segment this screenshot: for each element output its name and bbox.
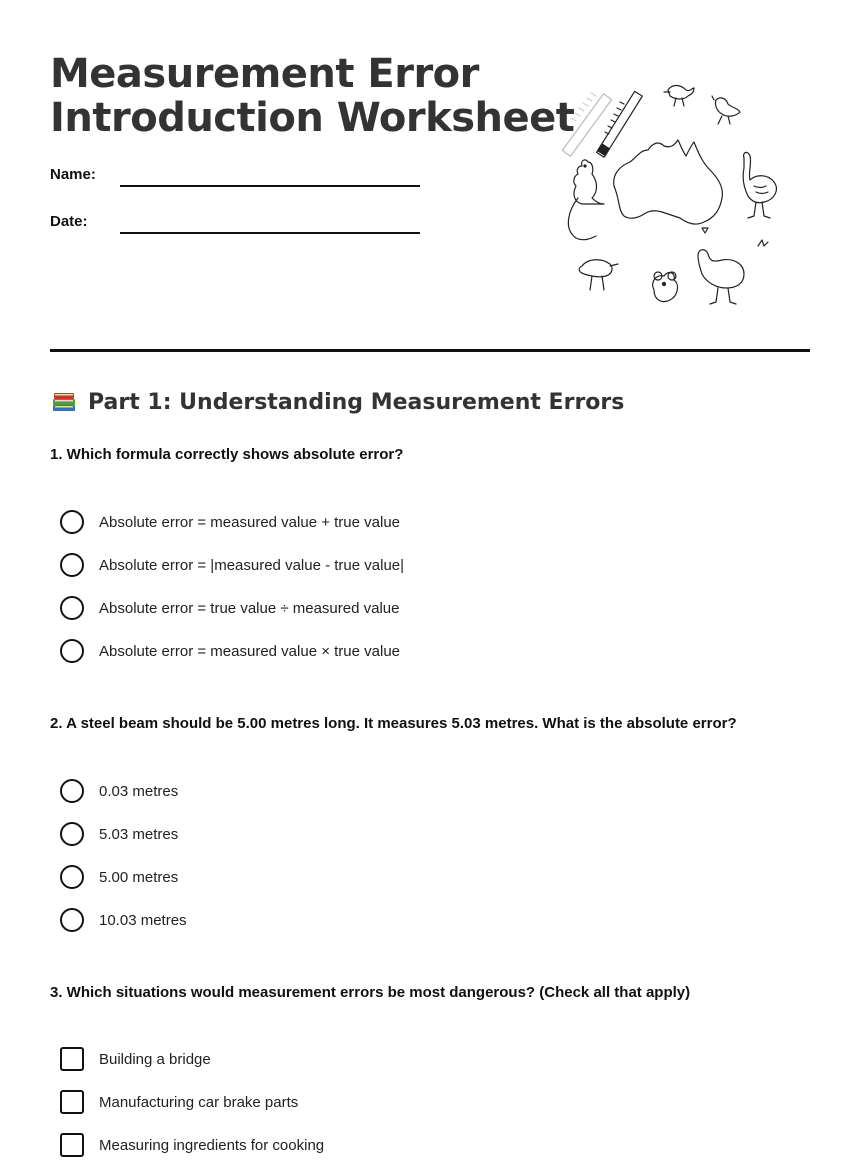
australia-illustration <box>552 78 798 314</box>
header-divider <box>50 349 810 352</box>
q1-option-2[interactable] <box>60 552 404 578</box>
name-label: Name: <box>50 166 96 183</box>
option-label: Absolute error = measured value + true value <box>99 513 401 531</box>
radio-button[interactable] <box>60 639 84 663</box>
radio-button[interactable] <box>60 908 84 932</box>
grass-icon <box>758 240 768 246</box>
bird-small-icon <box>712 96 740 124</box>
radio-button[interactable] <box>60 822 84 846</box>
title-line-2: Introduction Worksheet <box>50 95 575 141</box>
section-title-text: Part 1: Understanding Measurement Errors <box>88 389 625 415</box>
radio-button[interactable] <box>60 779 84 803</box>
q1-option-4[interactable] <box>60 638 400 664</box>
pencil-icon <box>597 91 643 157</box>
question-3: 3. Which situations would measurement errors be most dangerous? (Check all that apply) <box>50 984 691 1001</box>
radio-button[interactable] <box>60 510 84 534</box>
date-field-row <box>50 213 420 230</box>
q3-option-3[interactable] <box>60 1132 324 1158</box>
option-label: 0.03 metres <box>99 782 179 800</box>
q2-option-2[interactable] <box>60 821 178 847</box>
checkbox[interactable] <box>60 1133 84 1157</box>
section-title <box>50 388 624 416</box>
option-label: Building a bridge <box>99 1050 211 1068</box>
radio-button[interactable] <box>60 865 84 889</box>
page-title <box>50 52 574 140</box>
option-label: Manufacturing car brake parts <box>99 1093 299 1111</box>
books-icon <box>50 388 78 416</box>
kangaroo-icon <box>568 160 604 240</box>
q3-option-2[interactable] <box>60 1089 298 1115</box>
q2-option-1[interactable] <box>60 778 178 804</box>
q2-option-4[interactable] <box>60 907 187 933</box>
option-label: Measuring ingredients for cooking <box>99 1136 325 1154</box>
checkbox[interactable] <box>60 1090 84 1114</box>
kiwi-icon <box>579 260 618 290</box>
date-input-line[interactable] <box>120 232 420 234</box>
emu-icon <box>743 152 776 218</box>
option-label: 5.00 metres <box>99 868 179 886</box>
question-1: 1. Which formula correctly shows absolute error? <box>50 446 404 463</box>
bird-icon <box>664 86 694 107</box>
option-label: Absolute error = |measured value - true value| <box>99 556 405 574</box>
q1-option-3[interactable] <box>60 595 399 621</box>
option-label: 5.03 metres <box>99 825 179 843</box>
title-line-1: Measurement Error <box>50 51 479 97</box>
option-label: 10.03 metres <box>99 911 187 929</box>
question-2: 2. A steel beam should be 5.00 metres long. It measures 5.03 metres. What is the absolute error? <box>50 715 737 732</box>
koala-icon <box>653 272 678 302</box>
name-input-line[interactable] <box>120 185 420 187</box>
radio-button[interactable] <box>60 553 84 577</box>
q2-option-3[interactable] <box>60 864 178 890</box>
name-field-row <box>50 166 420 183</box>
q3-option-1[interactable] <box>60 1046 211 1072</box>
emu-bottom-icon <box>698 250 744 304</box>
q1-option-1[interactable] <box>60 509 400 535</box>
date-label: Date: <box>50 213 88 230</box>
option-label: Absolute error = true value ÷ measured value <box>99 599 400 617</box>
option-label: Absolute error = measured value × true value <box>99 642 401 660</box>
radio-button[interactable] <box>60 596 84 620</box>
australia-map-icon <box>614 140 723 224</box>
checkbox[interactable] <box>60 1047 84 1071</box>
